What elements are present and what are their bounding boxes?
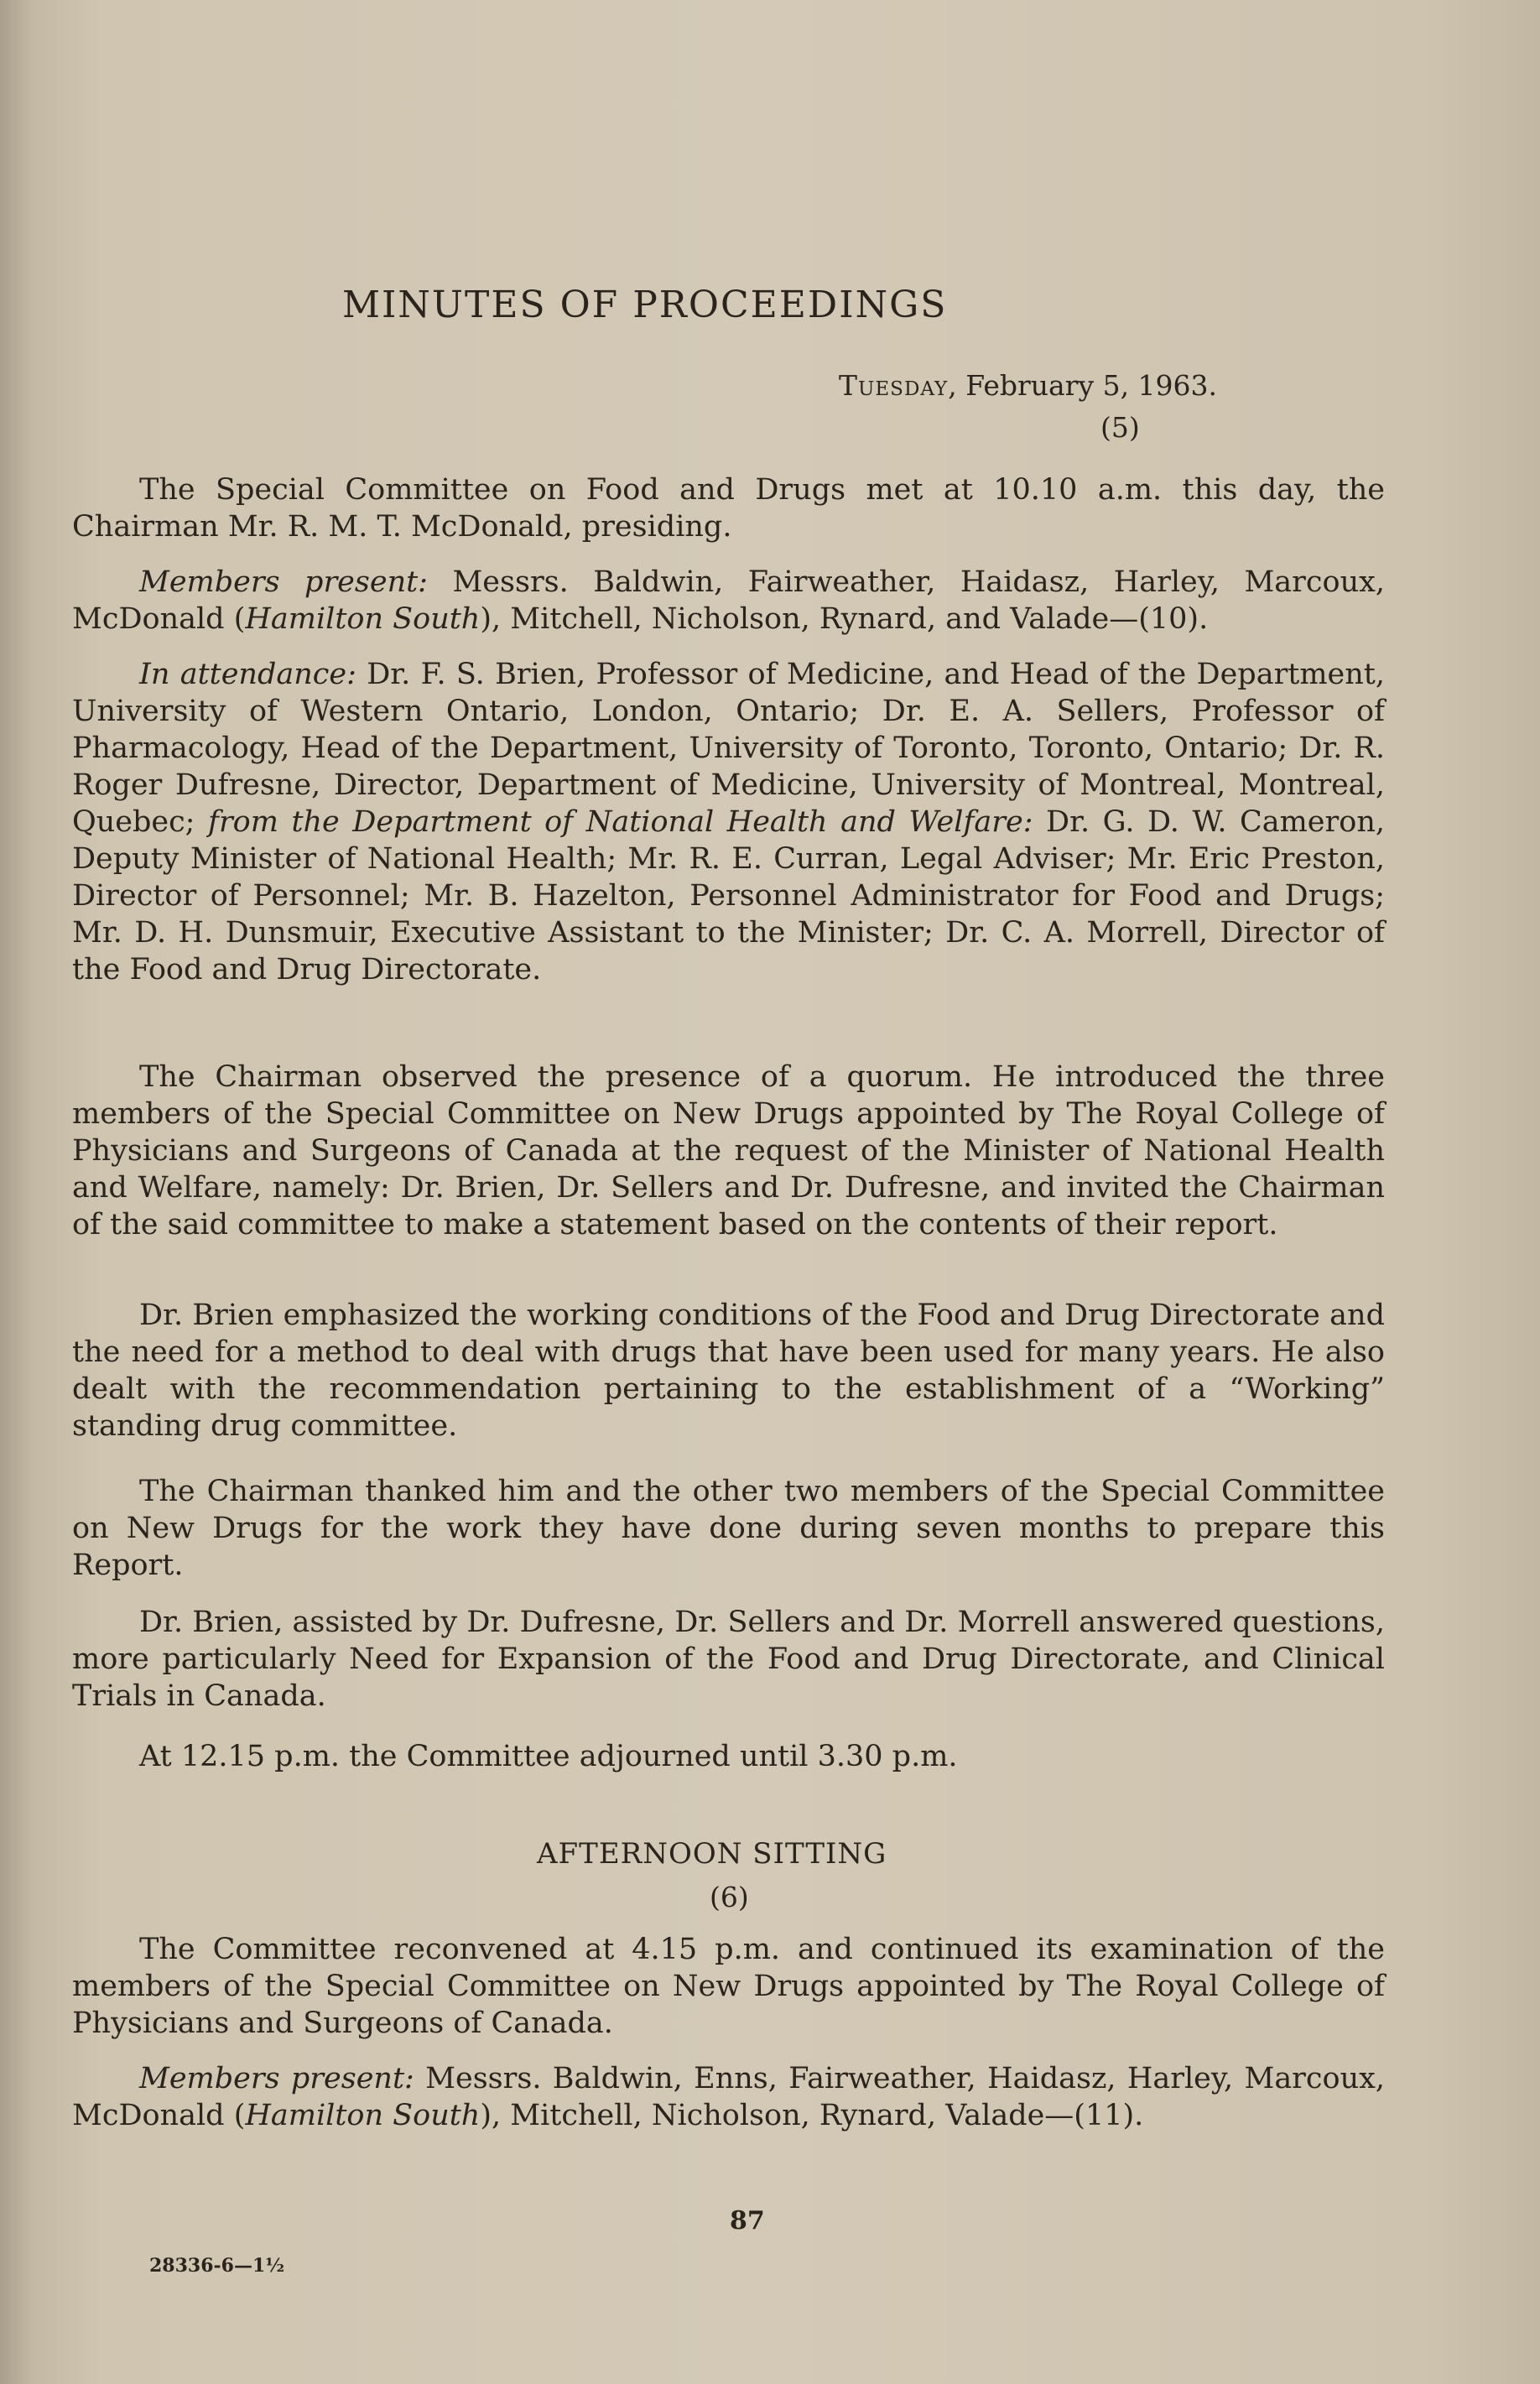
members-present-label: Members present: <box>139 565 428 599</box>
paragraph-members-present <box>72 564 1385 638</box>
in-attendance-text-a: Dr. F. S. Brien, Professor of Medicine, and Head of the Department, University of Western Ontario, London, Ontario; Dr. E. A. Sellers, Professor of Pharmacology, Head of the Department, University of Toronto, Toronto, Ontario; Dr. R. Roger Dufresne, Director, Department of Medicine, University of Montreal, Montreal, Quebec; <box>72 658 1385 839</box>
afternoon-sitting-title: AFTERNOON SITTING <box>537 1837 887 1871</box>
paragraph-questions: Dr. Brien, assisted by Dr. Dufresne, Dr. Sellers and Dr. Morrell answered questions, more particularly Need for Expansion of the Food and Drug Directorate, and Clinical Trials in Canada. <box>72 1606 1385 1713</box>
in-attendance-label: In attendance: <box>139 658 356 691</box>
paragraph-adjourned: At 12.15 p.m. the Committee adjourned until 3.30 p.m. <box>139 1740 958 1773</box>
paragraph-opening: The Special Committee on Food and Drugs met at 10.10 a.m. this day, the Chairman Mr. R. M. T. McDonald, presiding. <box>72 473 1385 544</box>
paragraph-chairman-thanks: The Chairman thanked him and the other two members of the Special Committee on New Drugs for the work they have done during seven months to prepare this Report. <box>72 1475 1385 1582</box>
members-present-text-a: Messrs. Baldwin, Fairweather, Haidasz, Harley, Marcoux, McDonald ( <box>72 565 1385 636</box>
page-number: 87 <box>730 2206 765 2236</box>
paragraph-reconvened: The Committee reconvened at 4.15 p.m. and continued its examination of the members of the Special Committee on New Drugs appointed by The Royal College of Physicians and Surgeons of Canada. <box>72 1933 1385 2040</box>
paragraph-in-attendance <box>72 656 1385 988</box>
in-attendance-text-b: Dr. G. D. W. Cameron, Deputy Minister of National Health; Mr. R. E. Curran, Legal Adviser; Mr. Eric Preston, Director of Personnel; Mr. B. Hazelton, Personnel Administrator for Food and Drugs; Mr. D. H. Dunsmuir, Executive Assistant to the Minister; Dr. C. A. Morrell, Director of the Food and Drug Directorate. <box>72 805 1385 986</box>
dateline-date: , February 5, 1963. <box>948 369 1218 402</box>
paragraph-afternoon-members <box>72 2060 1385 2134</box>
afternoon-sitting-number: (6) <box>710 1881 749 1913</box>
members-present-text-b: ), Mitchell, Nicholson, Rynard, and Valade—(10). <box>480 602 1209 636</box>
in-attendance-department: from the Department of National Health and Welfare: <box>207 805 1033 839</box>
sitting-number: (5) <box>1100 411 1140 444</box>
dateline-day: Tuesday <box>839 369 949 402</box>
paragraph-dr-brien: Dr. Brien emphasized the working conditions of the Food and Drug Directorate and the need for a method to deal with drugs that have been used for many years. He also dealt with the recommendation pertaining to the establishment of a “Working” standing drug committee. <box>72 1299 1385 1443</box>
afternoon-members-riding: Hamilton South <box>245 2099 481 2132</box>
dateline <box>839 369 1217 402</box>
print-code: 28336-6—1½ <box>149 2255 285 2277</box>
page-title: MINUTES OF PROCEEDINGS <box>342 284 948 326</box>
members-present-riding: Hamilton South <box>245 602 481 636</box>
afternoon-members-text-b: ), Mitchell, Nicholson, Rynard, Valade—(11). <box>480 2099 1144 2132</box>
paragraph-quorum: The Chairman observed the presence of a quorum. He introduced the three members of the Special Committee on New Drugs appointed by The Royal College of Physicians and Surgeons of Canada at the request of the Minister of National Health and Welfare, namely: Dr. Brien, Dr. Sellers and Dr. Dufresne, and invited the Chairman of the said committee to make a statement based on the contents of their report. <box>72 1060 1385 1241</box>
afternoon-members-label: Members present: <box>139 2062 414 2095</box>
afternoon-members-text-a: Messrs. Baldwin, Enns, Fairweather, Haidasz, Harley, Marcoux, McDonald ( <box>72 2062 1385 2132</box>
